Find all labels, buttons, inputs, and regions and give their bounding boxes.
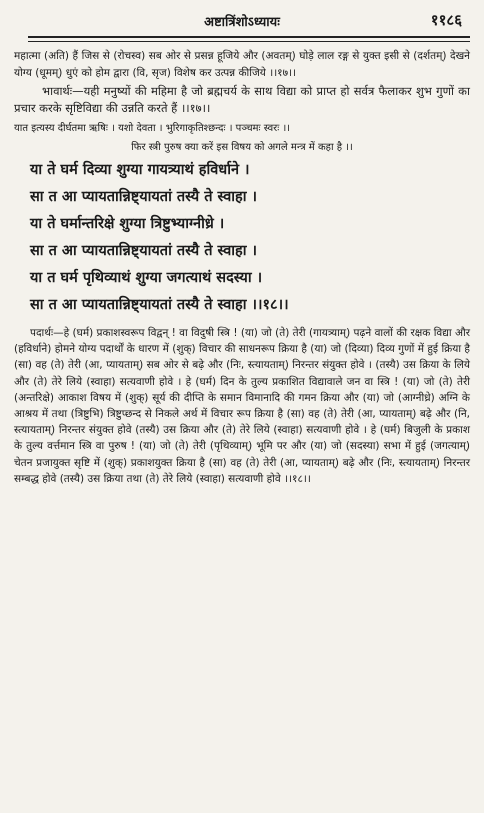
page-number: ११८६ — [430, 11, 462, 29]
mantra-intro: फिर स्त्री पुरुष क्या करें इस विषय को अगले मन्त्र में कहा है ।। — [131, 142, 353, 153]
previous-verse-ending: महात्मा (अति) हैं जिस से (रोचस्व) सब ओर से प्रसन्न हूजिये और (अवतम्) घोड़े लाल रङ्ग से युक्त इसी से (दर्शतम्) देखने योग्य (धूमम्) धुएं को होम द्वारा (वि, सृज) विशेष कर उत्पन्न कीजिये ।।१७।। — [14, 50, 470, 79]
mantra-line: सा त आ प्यायतान्निष्ट्यायतां तस्यै ते स्वाहा । — [30, 189, 258, 205]
mantra-line: या ते घर्मान्तरिक्षे शुग्या त्रिष्टुभ्याग्नीध्रे । — [30, 216, 225, 232]
mantra-line: या त घर्म पृथिव्याथं शुग्या जगत्याथं सदस्या । — [30, 270, 263, 286]
page-header — [14, 6, 470, 36]
chapter-title: अष्टात्रिंशोऽध्यायः — [204, 15, 280, 30]
mantra-line: सा त आ प्यायतान्निष्ट्यायतां तस्यै ते स्वाहा ।।१८।। — [30, 297, 289, 313]
header-rule — [28, 36, 470, 42]
bhavartha-paragraph: भावार्थः—यही मनुष्यों की महिमा है जो ब्रह्मचर्य के साथ विद्या को प्राप्त हो सर्वत्र फैलाकर शुभ गुणों का प्रचार करके सृष्टिविद्या की उन्नति करते हैं ।।१७।। — [14, 84, 470, 115]
rishi-devata-line: यात इत्यस्य दीर्घतमा ऋषिः । यशो देवता । भुरिगाकृतिश्छन्दः । पञ्चमः स्वरः ।। — [14, 123, 291, 134]
padartha-paragraph: पदार्थः—हे (घर्म) प्रकाशस्वरूप विद्वन् ! वा विदुषी स्त्रि ! (या) जो (ते) तेरी (गायत्र्याम्) पढ़ने वालों की रक्षक विद्या और (हविर्धाने) होमने योग्य पदार्थों के धारण में (शुक्) विचार की साधनरूप क्रिया है (या) जो (दिव्या) दिव्य गुणों में हुई क्रिया है (सा) वह (ते) तेरी (आ, प्यायताम्) सब ओर से बढ़े और (निः, स्त्यायताम्) निरन्तर संयुक्त होवे । (तस्यै) उस क्रिया के लिये और (ते) तेरे लिये (स्वाहा) सत्यवाणी होवे । हे (घर्म) दिन के तुल्य प्रकाशित विद्यावाले जन वा स्त्रि ! (या) जो (ते) तेरी (अन्तरिक्षे) आकाश विषय में (शुक्) सूर्य की दीप्ति के समान विमानादि की गमन क्रिया और (या) जो (आग्नीध्रे) अग्नि के आश्रय में तथा (त्रिष्टुभि) त्रिष्टुप्छन्द से निकले अर्थ में विचार रूप क्रिया है (सा) वह (ते) तेरी (आ, प्यायताम्) बढ़े और (नि, स्त्यायताम्) निरन्तर संयुक्त होवे (तस्यै) उस क्रिया और (ते) तेरे लिये (स्वाहा) सत्यवाणी होवे । हे (घर्म) बिजुली के प्रकाश के तुल्य वर्त्तमान स्त्रि वा पुरुष ! (या) जो (ते) तेरी (पृथिव्याम्) भूमि पर और (या) जो (सदस्या) सभा में हुई (जगत्याम्) चेतन प्रजायुक्त सृष्टि में (शुक्) प्रकाशयुक्त क्रिया है (सा) वह (ते) तेरी (आ, प्यायताम्) बढ़े और (निः, स्त्यायताम्) निरन्तर सम्बद्ध होवे (तस्यै) उस क्रिया तथा (ते) तेरे लिये (स्वाहा) सत्यवाणी होवे ।।१८।। — [14, 327, 471, 485]
mantra-block — [14, 157, 470, 319]
mantra-line: या ते घर्म दिव्या शुग्या गायत्र्याथं हविर्धाने । — [30, 162, 250, 178]
mantra-line: सा त आ प्यायतान्निष्ट्यायतां तस्यै ते स्वाहा । — [30, 243, 258, 259]
